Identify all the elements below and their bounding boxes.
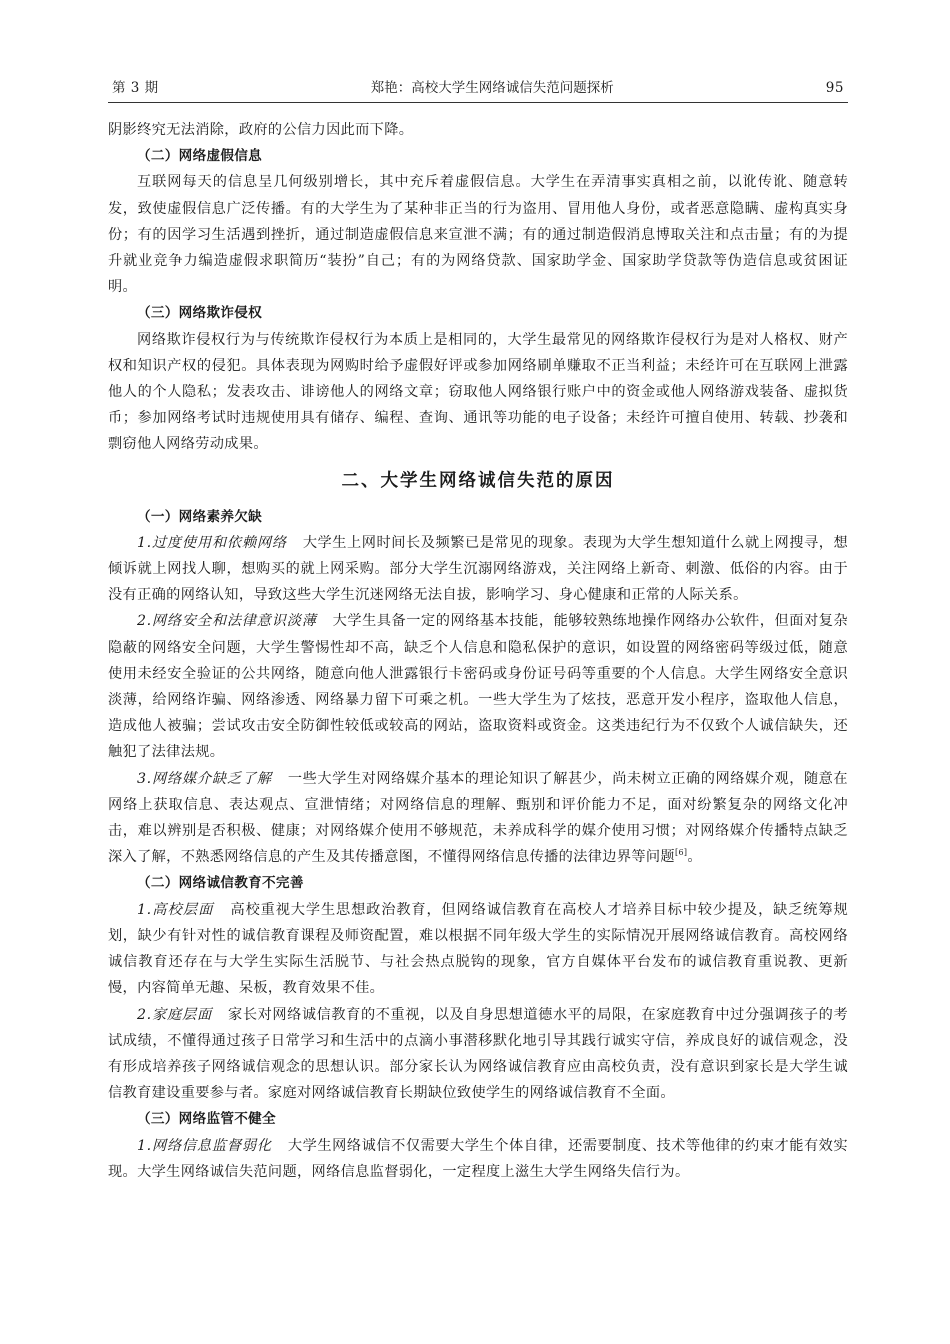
running-title: 郑艳：高校大学生网络诚信失范问题探析 bbox=[370, 80, 614, 96]
subsection-heading: （二）网络诚信教育不完善 bbox=[137, 875, 304, 892]
paragraph bbox=[108, 530, 848, 609]
article-body bbox=[108, 117, 848, 1185]
paragraph bbox=[108, 897, 848, 1002]
paragraph-lead: 1.高校层面 bbox=[137, 901, 214, 918]
paragraph-text: 家长对网络诚信教育的不重视，以及自身思想道德水平的局限，在家庭教育中过分强调孩子的考试成绩，不懂得通过孩子日常学习和生活中的点滴小事潜移默化地引导其践行诚实守信，养成良好的诚信观念，没有形成培养孩子网络诚信观念的思想认识。部分家长认为网络诚信教育应由高校负责，没有意识到家长是大学生诚信教育建设重要参与者。家庭对网络诚信教育长期缺位致使学生的网络诚信教育不全面。 bbox=[108, 1006, 848, 1102]
page-number: 95 bbox=[825, 80, 844, 96]
page bbox=[108, 76, 848, 1185]
paragraph-lead: 3.网络媒介缺乏了解 bbox=[137, 770, 272, 787]
paragraph-text: 大学生上网时间长及频繁已是常见的现象。表现为大学生想知道什么就上网搜寻，想倾诉就上网找人聊，想购买的就上网采购。部分大学生沉溺网络游戏，关注网络上新奇、刺激、低俗的内容。由于没有正确的网络认知，导致这些大学生沉迷网络无法自拔，影响学习、身心健康和正常的人际关系。 bbox=[108, 534, 849, 604]
paragraph-end: 。 bbox=[687, 849, 702, 866]
paragraph-text: 大学生具备一定的网络基本技能，能够较熟练地操作网络办公软件，但面对复杂隐蔽的网络安全问题，大学生警惕性却不高，缺乏个人信息和隐私保护的意识，如设置的网络密码等级过低，随意使用未经安全验证的公共网络，随意向他人泄露银行卡密码或身份证号码等重要的个人信息。大学生网络安全意识淡薄，给网络诈骗、网络渗透、网络暴力留下可乘之机。一些大学生为了炫技，恶意开发小程序，盗取他人信息，造成他人被骗；尝试攻击安全防御性较低或较高的网站，盗取资料或资金。这类违纪行为不仅致个人诚信缺失，还触犯了法律法规。 bbox=[108, 613, 848, 761]
paragraph bbox=[108, 1002, 848, 1107]
paragraph-text: 一些大学生对网络媒介基本的理论知识了解甚少，尚未树立正确的网络媒介观，随意在网络上获取信息、表达观点、宣泄情绪；对网络信息的理解、甄别和评价能力不足，面对纷繁复杂的网络文化冲击，难以辨别是否积极、健康；对网络媒介使用不够规范，未养成科学的媒介使用习惯；对网络媒介传播特点缺乏深入了解，不熟悉网络信息的产生及其传播意图，不懂得网络信息传播的法律边界等问题 bbox=[108, 770, 848, 866]
subsection-heading: （三）网络监管不健全 bbox=[137, 1111, 276, 1128]
paragraph bbox=[108, 608, 848, 765]
paragraph-lead: 2.网络安全和法律意识淡薄 bbox=[137, 613, 317, 630]
paragraph-text: 高校重视大学生思想政治教育，但网络诚信教育在高校人才培养目标中较少提及，缺乏统筹规划，缺少有针对性的诚信教育课程及师资配置，难以根据不同年级大学生的实际情况开展网络诚信教育。高校网络诚信教育还存在与大学生实际生活脱节、与社会热点脱钩的现象，官方自媒体平台发布的诚信教育重说教、更新慢，内容简单无趣、呆板，教育效果不佳。 bbox=[108, 901, 848, 997]
paragraph bbox=[108, 766, 848, 871]
paragraph-lead: 1.过度使用和依赖网络 bbox=[137, 534, 287, 551]
paragraph-text: 大学生网络诚信不仅需要大学生个体自律，还需要制度、技术等他律的约束才能有效实现。大学生网络诚信失范问题，网络信息监督弱化，一定程度上滋生大学生网络失信行为。 bbox=[108, 1137, 848, 1180]
paragraph: 阴影终究无法消除，政府的公信力因此而下降。 bbox=[108, 122, 414, 138]
subsection-heading: （一）网络素养欠缺 bbox=[137, 508, 263, 525]
paragraph: 互联网每天的信息呈几何级别增长，其中充斥着虚假信息。大学生在弄清事实真相之前，以讹传讹、随意转发，致使虚假信息广泛传播。有的大学生为了某种非正当的行为盗用、冒用他人身份，或者恶意隐瞒、虚构真实身份；有的因学习生活遇到挫折，通过制造虚假信息来宣泄不满；有的通过制造假消息博取关注和点击量；有的为提升就业竞争力编造虚假求职简历“装扮”自己；有的为网络贷款、国家助学金、国家助学贷款等伪造信息或贫困证明。 bbox=[108, 174, 848, 296]
paragraph-lead: 2.家庭层面 bbox=[137, 1006, 213, 1023]
subsection-heading: （二）网络虚假信息 bbox=[137, 148, 263, 165]
section-title: 二、大学生网络诚信失范的原因 bbox=[341, 470, 615, 491]
paragraph-lead: 1.网络信息监督弱化 bbox=[137, 1137, 272, 1154]
issue-number: 第 3 期 bbox=[112, 80, 159, 96]
paragraph: 网络欺诈侵权行为与传统欺诈侵权行为本质上是相同的，大学生最常见的网络欺诈侵权行为是对人格权、财产权和知识产权的侵犯。具体表现为网购时给予虚假好评或参加网络刷单赚取不正当利益；未经许可在互联网上泄露他人的个人隐私；发表攻击、诽谤他人的网络文章；窃取他人网络银行账户中的资金或他人网络游戏装备、虚拟货币；参加网络考试时违规使用具有储存、编程、查询、通讯等功能的电子设备；未经许可擅自使用、转载、抄袭和剽窃他人网络劳动成果。 bbox=[108, 331, 848, 453]
subsection-heading: （三）网络欺诈侵权 bbox=[137, 305, 263, 322]
citation-ref[interactable]: [6] bbox=[674, 848, 688, 858]
paragraph bbox=[108, 1133, 848, 1185]
running-header bbox=[108, 76, 848, 103]
